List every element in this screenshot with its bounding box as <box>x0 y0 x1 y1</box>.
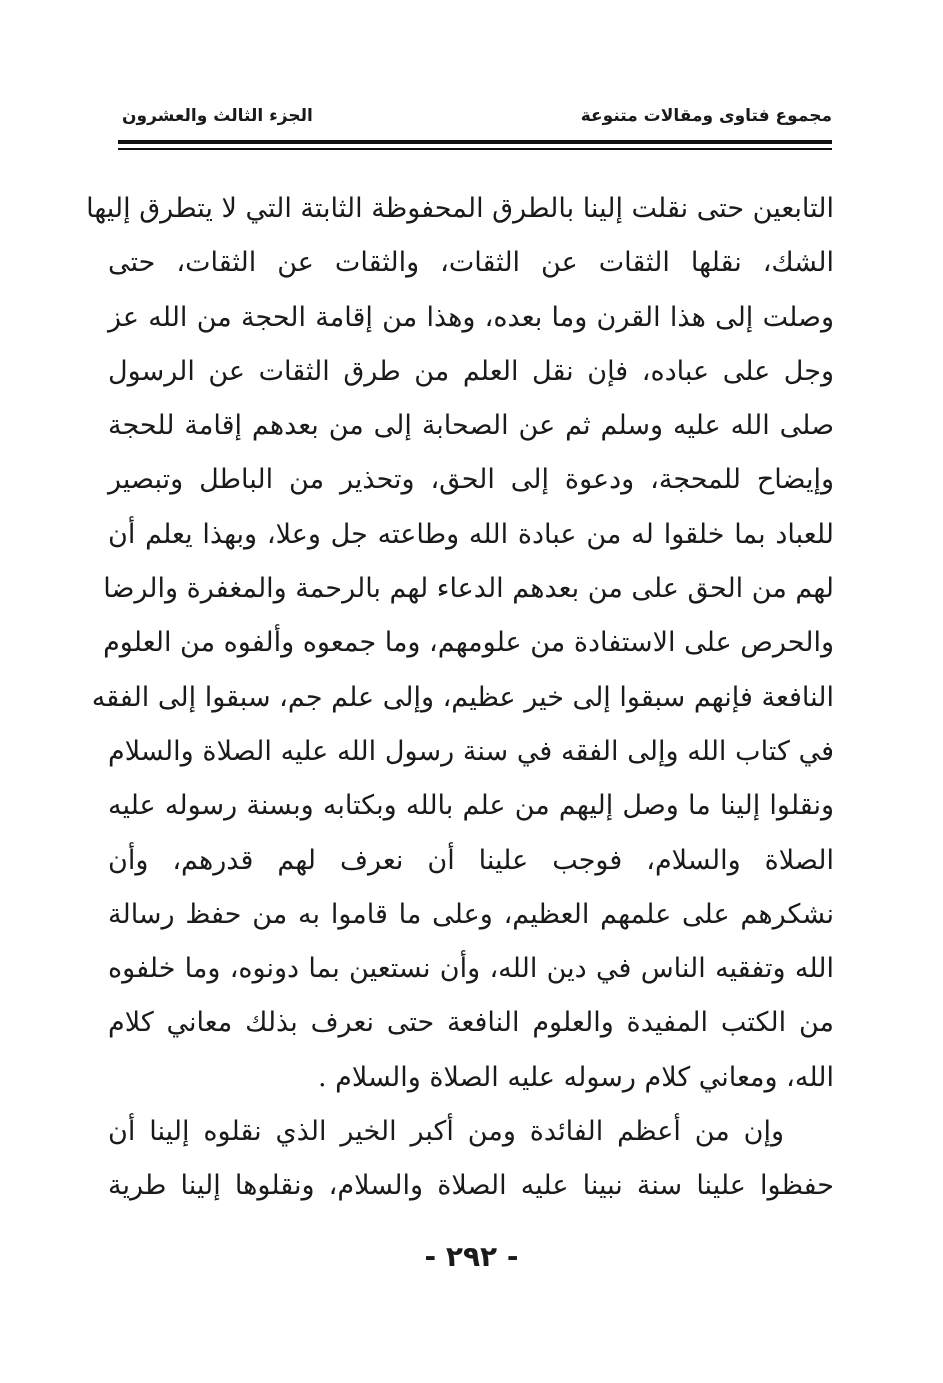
text-line: وجل على عباده، فإن نقل العلم من طرق الثقات عن الرسول <box>108 355 834 387</box>
text-line: الشك، نقلها الثقات عن الثقات، والثقات عن الثقات، حتى <box>108 247 834 279</box>
text-line: الله وتفقيه الناس في دين الله، وأن نستعين بما دونوه، وما خلفوه <box>108 953 834 985</box>
page-number: - ٢٩٢ - <box>424 1240 519 1273</box>
text-line: للعباد بما خلقوا له من عبادة الله وطاعته جل وعلا، وبهذا يعلم أن <box>108 518 834 550</box>
header-rule-thick <box>118 140 832 144</box>
text-line: ونقلوا إلينا ما وصل إليهم من علم بالله وبكتابه وبسنة رسوله عليه <box>108 790 834 822</box>
text-line: النافعة فإنهم سبقوا إلى خير عظيم، وإلى علم جم، سبقوا إلى الفقه <box>91 681 834 713</box>
text-line: صلى الله عليه وسلم ثم عن الصحابة إلى من بعدهم إقامة للحجة <box>108 410 834 442</box>
running-header <box>118 96 832 136</box>
text-line: وإن من أعظم الفائدة ومن أكبر الخير الذي نقلوه إلينا أن <box>108 1116 784 1148</box>
book-title: مجموع فتاوى ومقالات متنوعة <box>580 106 832 126</box>
paragraph-1 <box>86 182 834 1105</box>
text-line: نشكرهم على علمهم العظيم، وعلى ما قاموا به من حفظ رسالة <box>108 898 834 930</box>
text-line: من الكتب المفيدة والعلوم النافعة حتى نعرف بذلك معاني كلام <box>108 1007 834 1039</box>
text-line: التابعين حتى نقلت إلينا بالطرق المحفوظة الثابتة التي لا يتطرق إليها <box>86 193 834 224</box>
body-text <box>86 182 834 1214</box>
text-line: والحرص على الاستفادة من علومهم، وما جمعوه وألفوه من العلوم <box>103 627 834 659</box>
volume-label: الجزء الثالث والعشرون <box>122 106 313 126</box>
text-line: حفظوا علينا سنة نبينا عليه الصلاة والسلام، ونقلوها إلينا طرية <box>108 1170 834 1202</box>
paragraph-2 <box>108 1105 834 1214</box>
text-line: الله، ومعاني كلام رسوله عليه الصلاة والسلام . <box>317 1061 834 1093</box>
text-line: وإيضاح للمحجة، ودعوة إلى الحق، وتحذير من الباطل وتبصير <box>108 464 834 496</box>
header-rule-thin <box>118 148 832 150</box>
text-line: وصلت إلى هذا القرن وما بعده، وهذا من إقامة الحجة من الله عز <box>108 301 834 333</box>
text-line: لهم من الحق على من بعدهم الدعاء لهم بالرحمة والمغفرة والرضا <box>103 573 834 605</box>
text-line: الصلاة والسلام، فوجب علينا أن نعرف لهم قدرهم، وأن <box>108 844 834 876</box>
text-line: في كتاب الله وإلى الفقه في سنة رسول الله عليه الصلاة والسلام <box>108 735 834 767</box>
